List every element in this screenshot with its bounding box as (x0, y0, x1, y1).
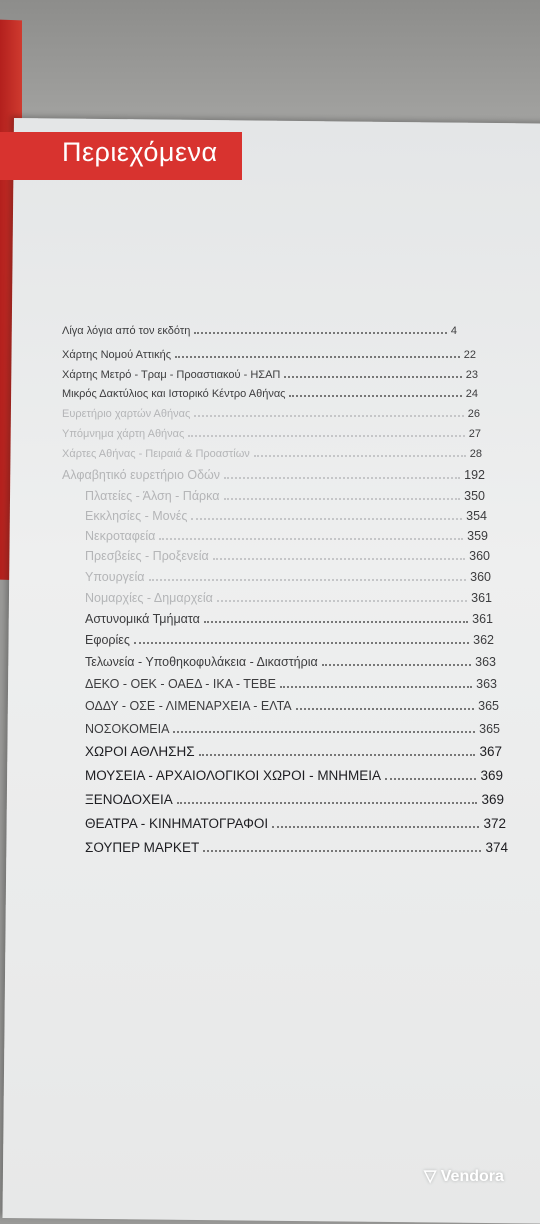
toc-row (85, 677, 497, 691)
toc-page-number: 360 (469, 549, 490, 563)
toc-label: Λίγα λόγια από τον εκδότη (62, 325, 191, 337)
toc-label: Υπουργεία (85, 570, 145, 584)
toc-page-number: 367 (479, 744, 502, 759)
toc-label: Αστυνομικά Τμήματα (85, 612, 200, 626)
toc-page-number: 192 (464, 468, 485, 482)
toc-label: Χάρτης Νομού Αττικής (62, 349, 171, 361)
toc-leader-dots (199, 754, 476, 756)
toc-leader-dots (194, 415, 463, 417)
toc-row (62, 468, 485, 482)
toc-leader-dots (385, 778, 476, 780)
toc-page-number: 359 (467, 529, 488, 543)
toc-leader-dots (177, 802, 478, 804)
toc-page-number: 23 (465, 369, 478, 381)
toc-leader-dots (322, 664, 471, 666)
toc-row (62, 448, 482, 460)
toc-label: Υπόμνημα χάρτη Αθήνας (62, 428, 185, 440)
toc-row (85, 655, 496, 669)
toc-label: ΜΟΥΣΕΙΑ - ΑΡΧΑΙΟΛΟΓΙΚΟΙ ΧΩΡΟΙ - ΜΝΗΜΕΙΑ (85, 768, 382, 783)
toc-row (85, 591, 492, 605)
toc-label: Εφορίες (85, 633, 130, 647)
toc-label: Πρεσβείες - Προξενεία (85, 549, 209, 563)
toc-row (62, 325, 457, 337)
toc-page-number: 369 (480, 768, 503, 783)
toc-row (85, 489, 485, 503)
toc-leader-dots (224, 477, 460, 479)
toc-leader-dots (203, 850, 481, 852)
toc-leader-dots (254, 455, 466, 457)
toc-row (62, 349, 476, 361)
toc-label: ΟΔΔΥ - ΟΣΕ - ΛΙΜΕΝΑΡΧΕΙΑ - ΕΛΤΑ (85, 699, 292, 713)
toc-page-number: 365 (479, 722, 500, 736)
toc-label: Εκκλησίες - Μονές (85, 509, 188, 523)
toc-row (85, 529, 488, 543)
toc-label: ΔΕΚΟ - ΟΕΚ - ΟΑΕΔ - ΙΚΑ - ΤΕΒΕ (85, 677, 276, 691)
toc-label: Χάρτης Μετρό - Τραμ - Προαστιακού - ΗΣΑΠ (62, 369, 281, 381)
toc-row (62, 369, 478, 381)
toc-leader-dots (213, 558, 465, 560)
toc-page-number: 4 (450, 325, 457, 337)
toc-leader-dots (272, 826, 479, 828)
toc-leader-dots (284, 376, 461, 378)
toc-page-number: 360 (470, 570, 491, 584)
toc-row (85, 744, 502, 759)
toc-row (85, 570, 491, 584)
toc-page-number: 363 (476, 677, 497, 691)
toc-row (85, 840, 508, 855)
toc-page-number: 28 (469, 448, 482, 460)
toc-page-number: 363 (475, 655, 496, 669)
toc-leader-dots (159, 538, 463, 540)
toc-label: Χάρτες Αθήνας - Πειραιά & Προαστίων (62, 448, 250, 460)
toc-leader-dots (289, 395, 461, 397)
toc-row (62, 388, 478, 400)
toc-label: Μικρός Δακτύλιος και Ιστορικό Κέντρο Αθήνας (62, 388, 286, 400)
toc-label: ΝΟΣΟΚΟΜΕΙΑ (85, 722, 170, 736)
toc-label: ΞΕΝΟΔΟΧΕΙΑ (85, 792, 173, 807)
toc-page-number: 361 (472, 612, 493, 626)
toc-row (85, 699, 499, 713)
toc-leader-dots (204, 621, 468, 623)
toc-label: ΧΩΡΟΙ ΑΘΛΗΣΗΣ (85, 744, 195, 759)
toc-page-number: 354 (466, 509, 487, 523)
toc-label: Πλατείες - Άλση - Πάρκα (85, 489, 220, 503)
toc-page-number: 361 (471, 591, 492, 605)
toc-leader-dots (217, 600, 467, 602)
toc-label: ΣΟΥΠΕΡ ΜΑΡΚΕΤ (85, 840, 200, 855)
toc-row (85, 722, 500, 736)
page-title: Περιεχόμενα (62, 137, 218, 167)
toc-page-number: 24 (465, 388, 478, 400)
toc-leader-dots (296, 708, 475, 710)
toc-page-number: 372 (483, 816, 506, 831)
toc-page-number: 26 (467, 408, 480, 420)
toc-page-number: 369 (481, 792, 504, 807)
toc-leader-dots (173, 731, 475, 733)
toc-row (85, 633, 494, 647)
toc-page-number: 22 (463, 349, 476, 361)
toc-leader-dots (191, 518, 462, 520)
toc-page-number: 374 (485, 840, 508, 855)
toc-page-number: 365 (478, 699, 499, 713)
toc-label: Νομαρχίες - Δημαρχεία (85, 591, 213, 605)
toc-page-number: 350 (464, 489, 485, 503)
toc-leader-dots (188, 435, 464, 437)
toc-row (62, 408, 480, 420)
toc-leader-dots (224, 498, 461, 500)
toc-leader-dots (194, 332, 447, 334)
toc-row (85, 792, 504, 807)
toc-row (85, 612, 493, 626)
toc-page-number: 362 (473, 633, 494, 647)
vendora-watermark: ▽ Vendora (424, 1168, 504, 1185)
toc-label: ΘΕΑΤΡΑ - ΚΙΝΗΜΑΤΟΓΡΑΦΟΙ (85, 816, 269, 831)
toc-page-number: 27 (468, 428, 481, 440)
toc-leader-dots (280, 686, 472, 688)
toc-row (85, 768, 503, 783)
toc-row (85, 816, 506, 831)
toc-label: Αλφαβητικό ευρετήριο Οδών (62, 468, 221, 482)
toc-row (85, 509, 487, 523)
toc-label: Νεκροταφεία (85, 529, 156, 543)
toc-leader-dots (149, 579, 467, 581)
toc-label: Τελωνεία - Υποθηκοφυλάκεια - Δικαστήρια (85, 655, 318, 669)
toc-leader-dots (175, 356, 460, 358)
toc-leader-dots (134, 642, 469, 644)
book-page (2, 118, 540, 1224)
toc-label: Ευρετήριο χαρτών Αθήνας (62, 408, 191, 420)
toc-row (85, 549, 490, 563)
toc-row (62, 428, 481, 440)
